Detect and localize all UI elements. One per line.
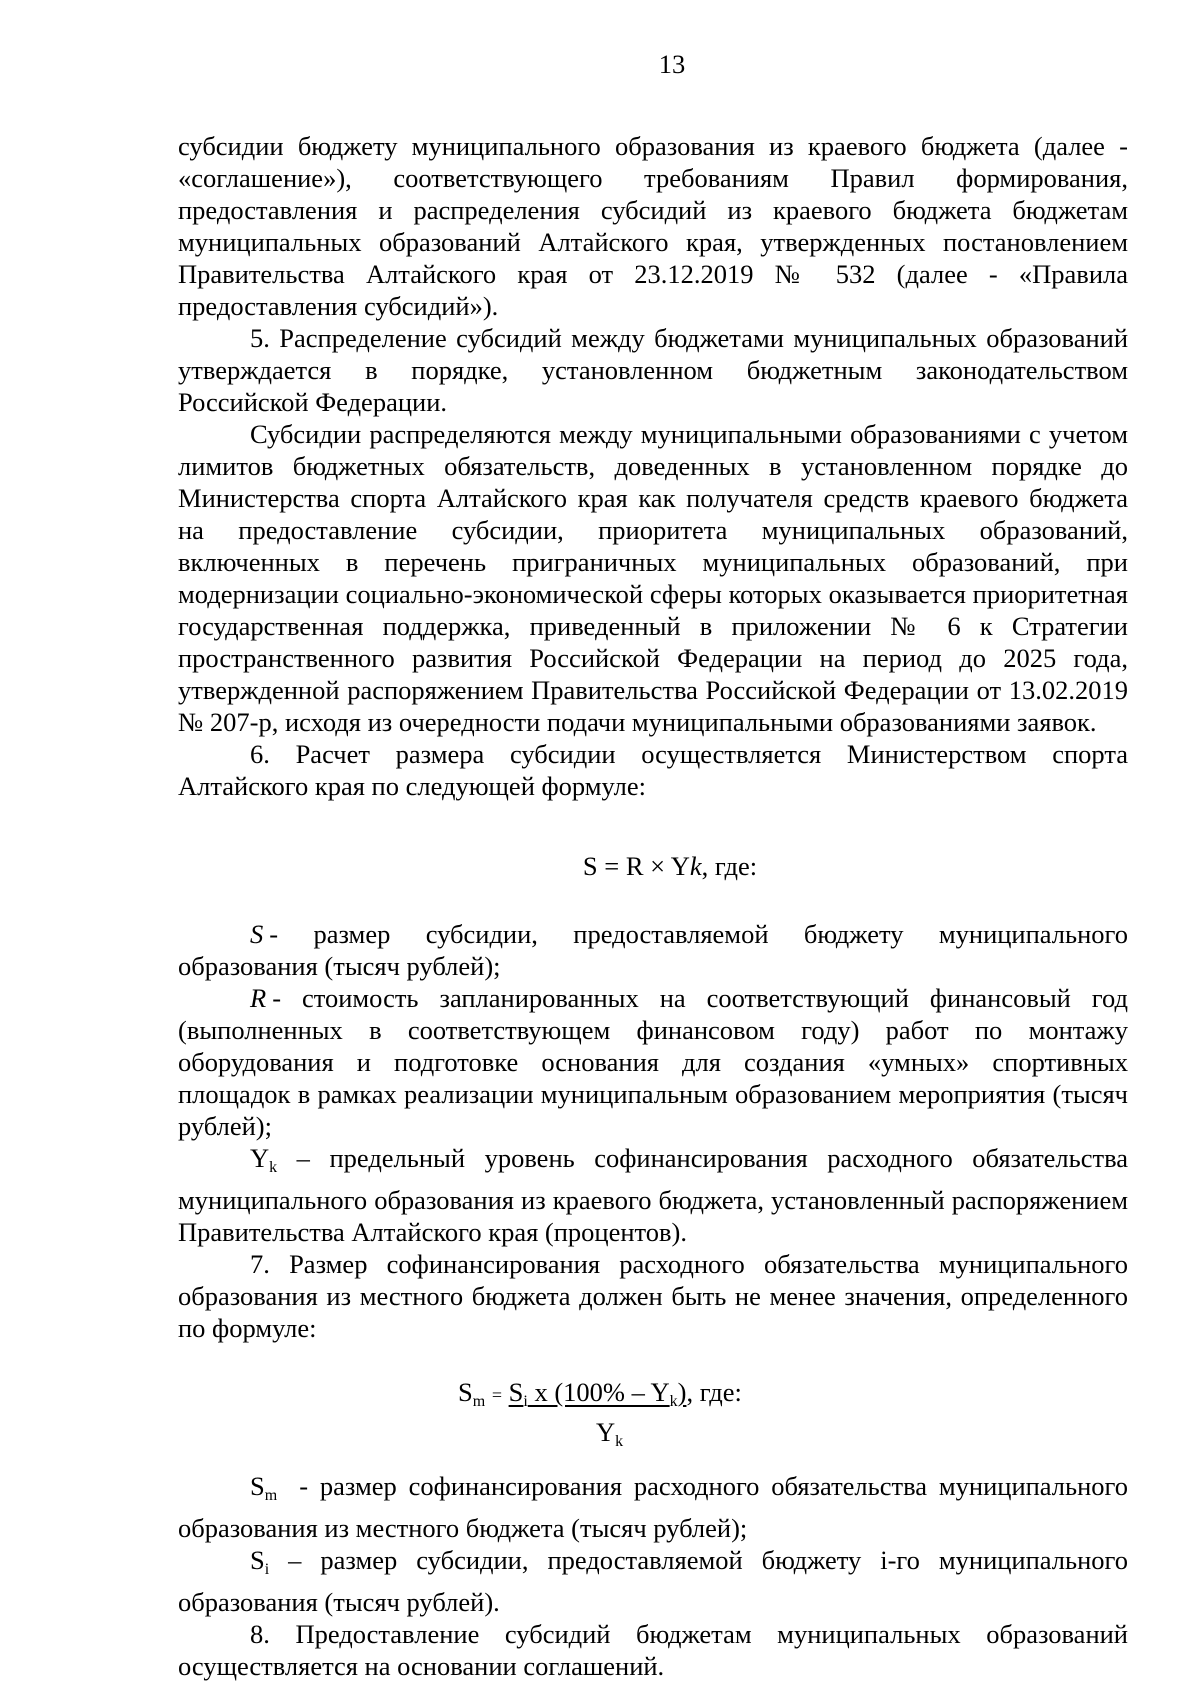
formula-numerator xyxy=(508,1377,687,1410)
definition-yk xyxy=(178,1142,1128,1248)
formula-si-symbol: S xyxy=(508,1377,524,1407)
formula-cofinancing xyxy=(178,1358,1128,1460)
definition-sm-subscript: m xyxy=(264,1487,278,1504)
formula-subsidy-k: k xyxy=(689,851,702,881)
definition-r xyxy=(178,982,1128,1142)
page-number: 13 xyxy=(658,49,686,79)
definition-s-symbol: S xyxy=(250,919,264,949)
formula-cofinancing-numerator-line xyxy=(458,1376,742,1418)
paragraph-item-8: 8. Предоставление субсидий бюджетам муниципальных образований осуществляется на основании соглашений. xyxy=(178,1619,1128,1681)
definition-yk-symbol: Y xyxy=(250,1143,270,1173)
definition-sm-symbol: S xyxy=(250,1471,265,1501)
paragraph-item-7: 7. Размер софинансирования расходного обязательства муниципального образования из местного бюджета должен быть не менее значения, определенного по формуле: xyxy=(178,1249,1128,1343)
formula-subsidy-tail: , где: xyxy=(701,851,758,881)
formula-si-subscript: i xyxy=(523,1393,528,1410)
definition-sm-text: - размер софинансирования расходного обязательства муниципального образования из местного бюджета (тысяч рублей); xyxy=(178,1471,1128,1543)
formula-denominator-symbol: Y xyxy=(596,1417,616,1447)
definition-s-text: - размер субсидии, предоставляемой бюджету муниципального образования (тысяч рублей); xyxy=(178,919,1128,981)
formula-equals: = xyxy=(491,1385,502,1405)
definition-yk-subscript: k xyxy=(269,1159,278,1176)
paragraph-item-5: 5. Распределение субсидий между бюджетами муниципальных образований утверждается в порядке, установленном бюджетным законодательством Российской Федерации. xyxy=(178,323,1128,417)
definition-si-symbol: S xyxy=(250,1545,265,1575)
definition-r-text: - стоимость запланированных на соответствующий финансовый год (выполненных в соответствующем финансовом году) работ по монтажу оборудования и подготовке основания для создания «умных» спортивных площадок в рамках реализации муниципальным образованием мероприятия (тысяч рублей); xyxy=(178,983,1128,1141)
formula-denominator xyxy=(596,1416,623,1458)
formula-subsidy-size xyxy=(178,850,1128,882)
definition-yk-text: – предельный уровень софинансирования расходного обязательства муниципального образования из краевого бюджета, установленный распоряжением Правительства Алтайского края (процентов). xyxy=(178,1143,1128,1247)
formula-sm-subscript: m xyxy=(472,1393,486,1410)
formula-numerator-close: ) xyxy=(677,1377,687,1407)
paragraph-agreement-continuation: субсидии бюджету муниципального образования из краевого бюджета (далее - «соглашение»), соответствующего требованиям Правил формирования, предоставления и распределения субсидий из краевого бюджета бюджетам муниципальных образований Алтайского края, утвержденных постановлением Правительства Алтайского края от 23.12.2019 № 532 (далее - «Правила предоставления субсидий»). xyxy=(178,131,1128,321)
formula-sm-symbol: S xyxy=(458,1377,473,1407)
formula-denominator-subscript: k xyxy=(615,1433,624,1450)
paragraph-item-6: 6. Расчет размера субсидии осуществляется Министерством спорта Алтайского края по следующей формуле: xyxy=(178,739,1128,801)
formula-numerator-yk-subscript: k xyxy=(669,1393,678,1410)
definition-s xyxy=(178,918,1128,982)
formula-numerator-middle: x (100% – Y xyxy=(527,1377,670,1407)
definition-si-text: – размер субсидии, предоставляемой бюджету i-го муниципального образования (тысяч рублей). xyxy=(178,1545,1128,1617)
paragraph-distribution: Субсидии распределяются между муниципальными образованиями с учетом лимитов бюджетных обязательств, доведенных в установленном порядке до Министерства спорта Алтайского края как получателя средств краевого бюджета на предоставление субсидии, приоритета муниципальных образований, включенных в перечень приграничных муниципальных образований, при модернизации социально-экономической сферы которых оказывается приоритетная государственная поддержка, приведенный в приложении № 6 к Стратегии пространственного развития Российской Федерации на период до 2025 года, утвержденной распоряжением Правительства Российской Федерации от 13.02.2019 № 207-р, исходя из очередности подачи муниципальными образованиями заявок. xyxy=(178,419,1128,737)
formula-cofinancing-tail: , где: xyxy=(686,1377,742,1407)
definition-si xyxy=(178,1544,1128,1618)
formula-subsidy-lhs: S = R × Y xyxy=(582,851,690,881)
definition-r-symbol: R xyxy=(250,983,267,1013)
definition-sm xyxy=(178,1470,1128,1544)
definition-si-subscript: i xyxy=(264,1561,270,1578)
